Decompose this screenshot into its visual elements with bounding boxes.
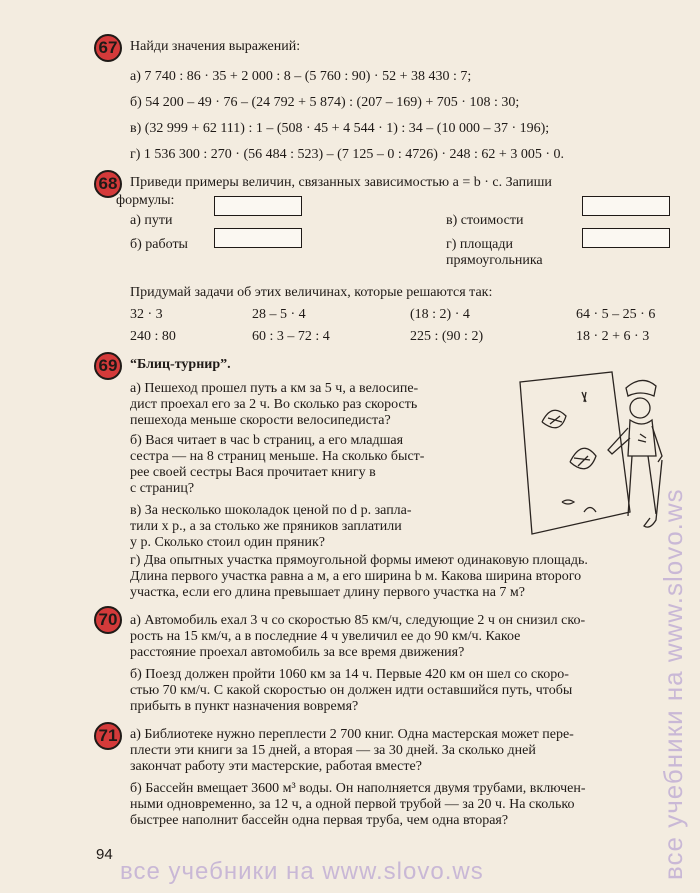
problem-69-b-line1: б) Вася читает в час b страниц, а его младшая: [130, 433, 404, 448]
problem-69-v-line3: y р. Сколько стоил один пряник?: [130, 535, 325, 550]
expr-2-4: 18 · 2 + 6 · 3: [576, 329, 650, 344]
problem-67-badge: 67: [94, 34, 122, 62]
problem-71-a-line2: плести эти книги за 15 дней, а вторая — за 30 дней. За сколько дней: [130, 743, 536, 758]
formula-label-cost: в) стоимости: [446, 213, 524, 228]
problem-70-badge: 70: [94, 606, 122, 634]
formula-box-cost[interactable]: [582, 196, 670, 216]
expr-2-3: 225 : (90 : 2): [410, 329, 484, 344]
problem-70-b-line1: б) Поезд должен пройти 1060 км за 14 ч. Первые 420 км он шел со скоро-: [130, 667, 569, 682]
problem-68-line1: Приведи примеры величин, связанных зависимостью a = b · c. Запиши: [130, 175, 552, 190]
problem-71-a-line3: закончат работу эти мастерские, работая вместе?: [130, 759, 422, 774]
problem-70-b-line2: стью 70 км/ч. С какой скоростью он должен идти оставшийся путь, чтобы: [130, 683, 573, 698]
problem-69-g-line1: г) Два опытных участка прямоугольной формы имеют одинаковую площадь.: [130, 553, 588, 568]
problem-69-a-line2: дист проехал его за 2 ч. Во сколько раз скорость: [130, 397, 418, 412]
watermark-side: все учебники на www.slovo.ws: [658, 488, 688, 880]
expr-2-2: 60 : 3 – 72 : 4: [252, 329, 330, 344]
problem-70-a-line1: а) Автомобиль ехал 3 ч со скоростью 85 км/ч, следующие 2 ч он снизил ско-: [130, 613, 586, 628]
problem-67-item-a: а) 7 740 : 86 · 35 + 2 000 : 8 – (5 760 : 90) · 52 + 38 430 : 7;: [130, 69, 472, 84]
formula-label-area-2: прямоугольника: [446, 253, 543, 268]
watermark-bottom: все учебники на www.slovo.ws: [120, 858, 484, 885]
page-number: 94: [96, 846, 113, 863]
problem-71-b-line3: быстрее наполнит бассейн одна первая труба, чем одна вторая?: [130, 813, 509, 828]
problem-69-a-line3: пешехода меньше скорости велосипедиста?: [130, 413, 391, 428]
problem-69-v-line2: тили x р., а за столько же пряников заплатили: [130, 519, 402, 534]
formula-label-work: б) работы: [130, 237, 188, 252]
formula-box-work[interactable]: [214, 228, 302, 248]
formula-box-area[interactable]: [582, 228, 670, 248]
problem-67-item-v: в) (32 999 + 62 111) : 1 – (508 · 45 + 4 544 · 1) : 34 – (10 000 – 37 · 196);: [130, 121, 550, 136]
formula-box-path[interactable]: [214, 196, 302, 216]
problem-71-a-line1: а) Библиотеке нужно переплести 2 700 книг. Одна мастерская может пере-: [130, 727, 574, 742]
problem-68-line2: формулы:: [116, 193, 175, 208]
problem-71-badge: 71: [94, 722, 122, 750]
problem-70-a-line2: рость на 15 км/ч, а в последние 4 ч увеличил ее до 90 км/ч. Какое: [130, 629, 521, 644]
problem-67-item-g: г) 1 536 300 : 270 · (56 484 : 523) – (7 125 – 0 : 4726) · 248 : 62 + 3 005 · 0.: [130, 147, 564, 162]
expr-1-4: 64 · 5 – 25 · 6: [576, 307, 656, 322]
problem-69-g-line3: участка, если его длина превышает длину первого участка на 7 м?: [130, 585, 525, 600]
problem-68-badge: 68: [94, 170, 122, 198]
problem-69-g-line2: Длина первого участка равна a м, а его ширина b м. Какова ширина второго: [130, 569, 582, 584]
problem-71-b-line1: б) Бассейн вмещает 3600 м³ воды. Он наполняется двумя трубами, включен-: [130, 781, 586, 796]
expr-1-2: 28 – 5 · 4: [252, 307, 306, 322]
problem-69-b-line3: рее своей сестры Вася прочитает книгу в: [130, 465, 376, 480]
expr-2-1: 240 : 80: [130, 329, 176, 344]
problem-70-a-line3: расстояние проехал автомобиль за все время движения?: [130, 645, 465, 660]
problem-71-b-line2: ными одновременно, за 12 ч, а одной первой трубой — за 20 ч. На сколько: [130, 797, 575, 812]
gardener-illustration: [512, 362, 672, 542]
problem-69-b-line2: сестра — на 8 страниц меньше. На сколько быст-: [130, 449, 425, 464]
problem-67-title: Найди значения выражений:: [130, 39, 301, 54]
problem-69-v-line1: в) За несколько шоколадок ценой по d р. запла-: [130, 503, 412, 518]
problem-69-b-line4: c страниц?: [130, 481, 195, 496]
problem-67-item-b: б) 54 200 – 49 · 76 – (24 792 + 5 874) : (207 – 169) + 705 · 108 : 30;: [130, 95, 520, 110]
problem-69-title: “Блиц-турнир”.: [130, 357, 231, 372]
formula-label-path: а) пути: [130, 213, 173, 228]
expr-1-3: (18 : 2) · 4: [410, 307, 470, 322]
problem-70-b-line3: прибыть в пункт назначения вовремя?: [130, 699, 359, 714]
formula-label-area-1: г) площади: [446, 237, 513, 252]
problem-68-task: Придумай задачи об этих величинах, которые решаются так:: [130, 285, 493, 300]
problem-69-a-line1: а) Пешеход прошел путь a км за 5 ч, а велосипе-: [130, 381, 419, 396]
expr-1-1: 32 · 3: [130, 307, 163, 322]
problem-69-badge: 69: [94, 352, 122, 380]
